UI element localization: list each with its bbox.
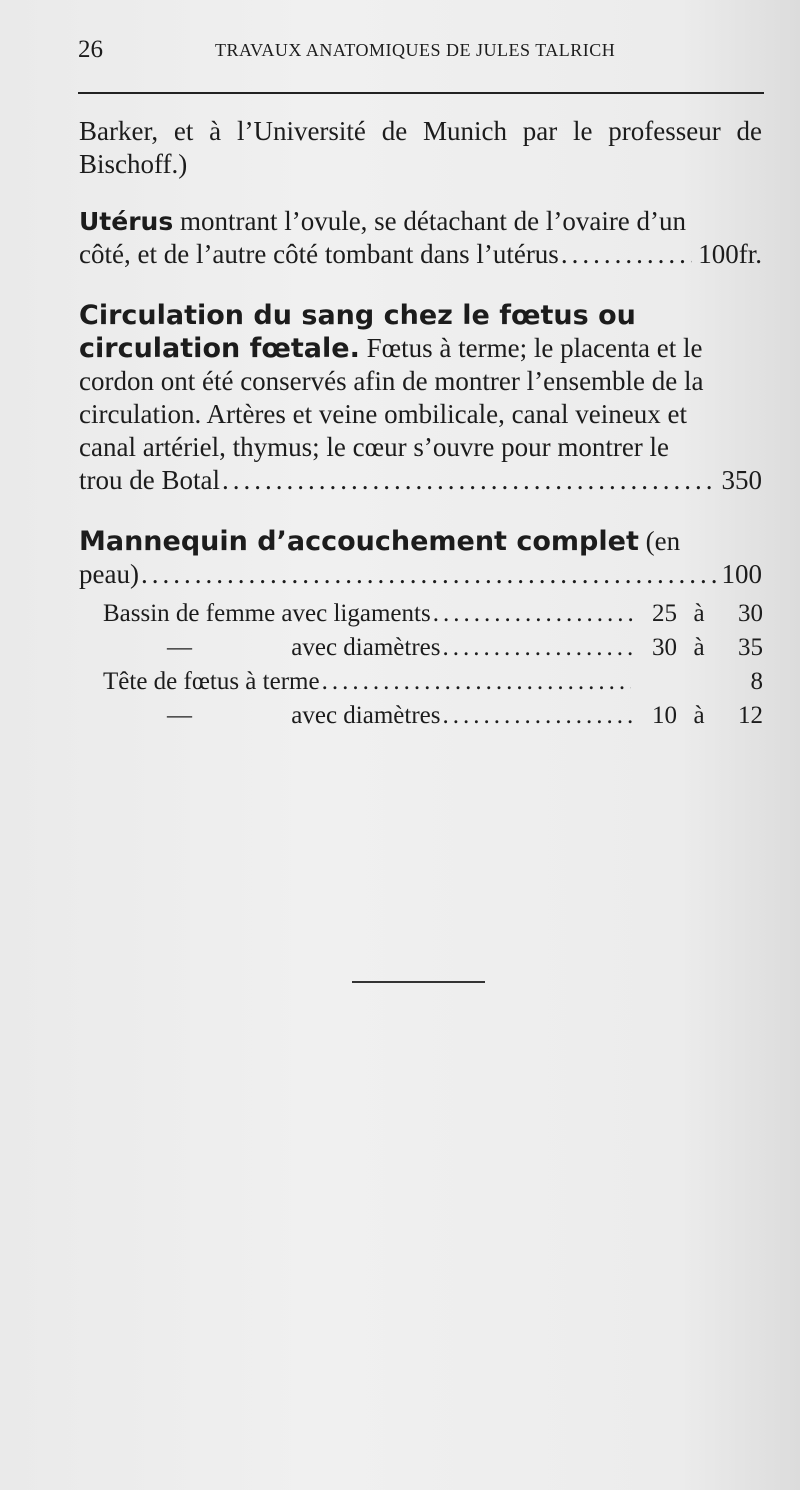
leader-dots [222,464,716,497]
item-text: (en [645,526,681,556]
table-row [103,699,763,733]
row-description: Bassin de femme avec ligaments [103,600,431,627]
row-price-min: 25 [652,600,677,627]
row-range-separator: à [693,634,705,661]
table-row [103,631,763,665]
header-rule [78,92,764,94]
leader-dots [561,238,692,271]
ditto-dash: — [167,702,192,729]
catalog-item-circulation [79,299,762,497]
item-line [79,205,762,238]
catalog-item-mannequin [79,525,762,591]
item-line [79,464,762,497]
ditto-dash: — [167,634,192,661]
item-text: trou de Botal [79,465,220,495]
item-line [79,398,762,431]
item-text: peau) [79,559,139,589]
row-description: avec diamètres [291,702,441,729]
row-description: avec diamètres [291,634,441,661]
item-price: 100fr. [698,239,762,269]
item-text: circulation. Artères et veine ombilicale, canal veineux et [79,399,687,429]
item-text: Fœtus à terme; le placenta et le [366,333,703,363]
row-price-max: 30 [738,600,763,627]
item-text: côté, et de l’autre côté tombant dans l’utérus [79,239,559,269]
row-price-min: 10 [652,702,677,729]
row-price-min: 30 [652,634,677,661]
item-price: 350 [721,465,762,495]
page-header [78,36,768,66]
item-text: montrant l’ovule, se détachant de l’ovaire d’un [179,206,687,236]
item-title: Mannequin d’accouchement complet [79,526,639,557]
item-text: canal artériel, thymus; le cœur s’ouvre pour montrer le [79,432,670,462]
item-line [79,365,762,398]
item-line [79,299,762,332]
item-title: Utérus [79,207,174,236]
table-row [103,665,763,699]
page-body [79,115,762,591]
item-price: 100 [721,559,762,589]
item-line [79,332,762,365]
row-range-separator: à [693,600,705,627]
table-row [103,597,763,631]
row-price-max: 8 [750,668,763,695]
row-price-max: 12 [738,702,763,729]
end-rule [352,981,485,983]
leader-dots [433,597,633,631]
leader-dots [442,631,633,665]
item-title-continued: circulation fœtale. [79,333,360,364]
leader-dots [322,665,631,699]
item-line [79,431,762,464]
page-number: 26 [78,36,103,63]
row-price-max: 35 [738,634,763,661]
intro-paragraph: Barker, et à l’Université de Munich par le professeur de Bischoff.) [79,116,762,179]
leader-dots [141,558,716,591]
leader-dots [442,699,633,733]
row-range-separator: à [693,702,705,729]
item-line [79,558,762,591]
item-title: Circulation du sang chez le fœtus ou [79,300,636,331]
catalog-item-uterus [79,205,762,271]
item-text: cordon ont été conservés afin de montrer l’ensemble de la [79,366,704,396]
running-title: TRAVAUX ANATOMIQUES DE JULES TALRICH [215,40,616,60]
row-description: Tête de fœtus à terme [103,668,320,695]
item-line [79,238,762,271]
item-line [79,525,762,558]
price-table [103,597,763,733]
